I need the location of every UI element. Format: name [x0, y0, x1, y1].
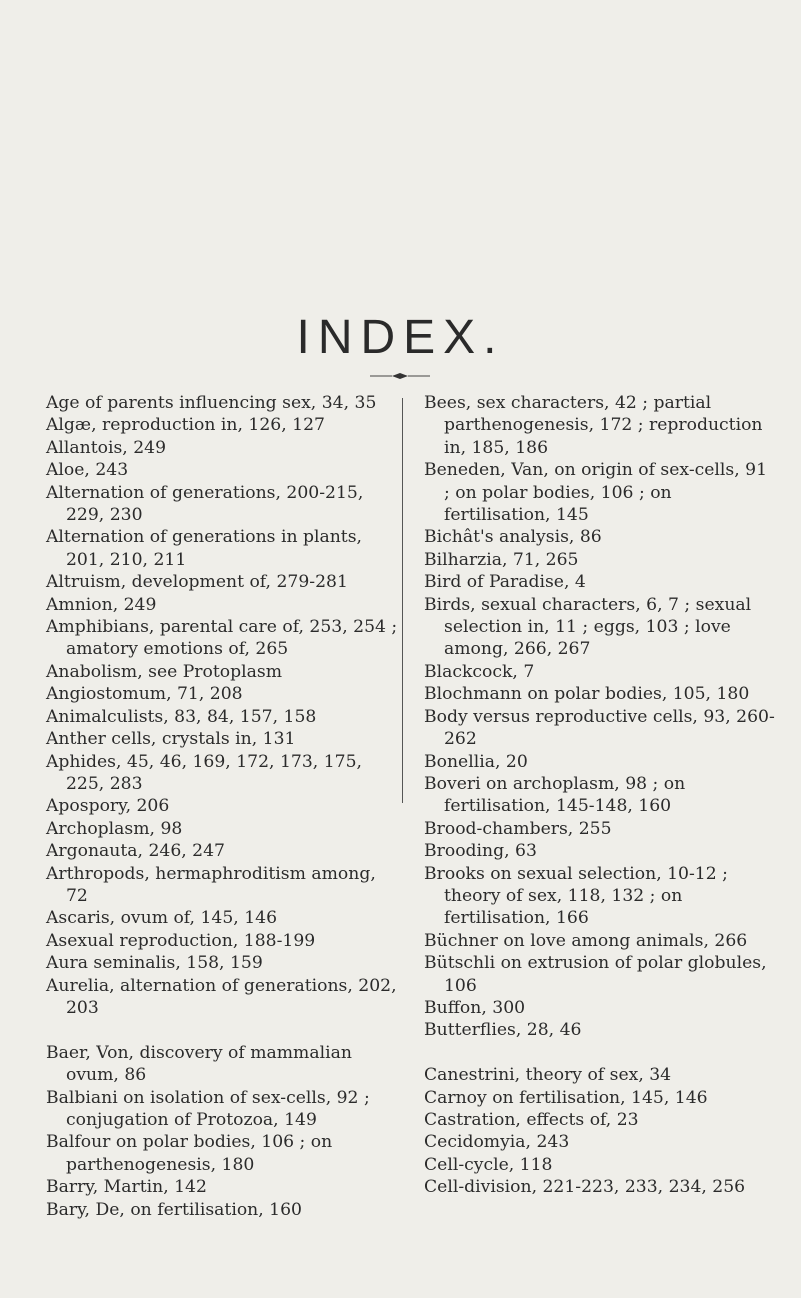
index-entry: Cell-division, 221-223, 233, 234, 256: [424, 1177, 746, 1198]
index-entry: Amphibians, parental care of, 253, 254 ; amatory emotions of, 265: [46, 617, 398, 660]
index-entry: Arthropods, hermaphroditism among, 72: [46, 863, 376, 906]
index-entry: Brooding, 63: [424, 841, 537, 862]
index-entry: Anther cells, crystals in, 131: [46, 729, 296, 750]
index-entry: Aphides, 45, 46, 169, 172, 173, 175, 225, 283: [46, 751, 362, 794]
index-entry: Barry, Martin, 142: [46, 1177, 207, 1198]
index-entry: Archoplasm, 98: [46, 818, 183, 839]
index-column-left: [46, 392, 398, 1221]
index-entry: Anabolism, see Protoplasm: [46, 661, 282, 682]
index-entry: Allantois, 249: [46, 437, 167, 458]
page-title: INDEX.: [296, 311, 505, 365]
index-entry: Bilharzia, 71, 265: [424, 549, 579, 570]
index-entry: Amnion, 249: [46, 594, 157, 615]
column-divider: [402, 398, 403, 803]
index-entry: Buffon, 300: [424, 997, 526, 1018]
index-entry: Castration, effects of, 23: [424, 1109, 639, 1130]
ornament-divider: [370, 372, 430, 380]
section-gap: [424, 1042, 776, 1064]
index-entry: Bichât's analysis, 86: [424, 527, 602, 548]
index-entry: Body versus reproductive cells, 93, 260-262: [424, 706, 775, 750]
index-entry: Bird of Paradise, 4: [424, 572, 586, 593]
index-entry: Baer, Von, discovery of mammalian ovum, 86: [46, 1042, 352, 1086]
index-entry: Apospory, 206: [46, 796, 170, 817]
index-entry: Age of parents influencing sex, 34, 35: [46, 393, 377, 413]
index-entry: Butterflies, 28, 46: [424, 1020, 582, 1041]
index-entry: Aurelia, alternation of generations, 202, 203: [46, 975, 397, 1018]
index-entry: Aloe, 243: [46, 460, 129, 481]
index-entry: Altruism, development of, 279-281: [46, 572, 348, 593]
section-gap: [46, 1019, 398, 1041]
index-entry: Birds, sexual characters, 6, 7 ; sexual selection in, 11 ; eggs, 103 ; love among, 266, 267: [424, 594, 752, 660]
index-entry: Algæ, reproduction in, 126, 127: [46, 415, 325, 436]
index-entry: Blochmann on polar bodies, 105, 180: [424, 684, 750, 705]
index-entry: Boveri on archoplasm, 98 ; on fertilisation, 145-148, 160: [424, 773, 686, 817]
index-entry: Alternation of generations, 200-215, 229, 230: [46, 482, 364, 526]
index-entry: Asexual reproduction, 188-199: [46, 930, 316, 951]
index-column-right: [424, 392, 776, 1199]
index-entry: Aura seminalis, 158, 159: [46, 953, 263, 974]
index-entry: Angiostomum, 71, 208: [46, 684, 243, 705]
index-entry: Brooks on sexual selection, 10-12 ; theory of sex, 118, 132 ; on fertilisation, 166: [424, 863, 728, 929]
index-entry: Büchner on love among animals, 266: [424, 930, 748, 951]
index-entry: Canestrini, theory of sex, 34: [424, 1065, 672, 1086]
index-entry: Animalculists, 83, 84, 157, 158: [46, 706, 317, 727]
index-entry: Bary, De, on fertilisation, 160: [46, 1199, 302, 1220]
index-entry: Brood-chambers, 255: [424, 818, 612, 839]
index-entry: Balbiani on isolation of sex-cells, 92 ; conjugation of Protozoa, 149: [46, 1087, 370, 1130]
index-entry: Cell-cycle, 118: [424, 1154, 553, 1175]
index-entry: Bees, sex characters, 42 ; partial parthenogenesis, 172 ; reproduction in, 185, 186: [424, 393, 763, 458]
index-entry: Alternation of generations in plants, 201, 210, 211: [46, 527, 362, 570]
index-entry: Balfour on polar bodies, 106 ; on parthenogenesis, 180: [46, 1132, 333, 1175]
index-entry: Bütschli on extrusion of polar globules, 106: [424, 953, 767, 996]
index-entry: Argonauta, 246, 247: [46, 841, 225, 862]
index-entry: Bonellia, 20: [424, 751, 528, 772]
index-entry: Blackcock, 7: [424, 661, 535, 682]
index-entry: Ascaris, ovum of, 145, 146: [46, 908, 278, 929]
index-entry: Beneden, Van, on origin of sex-cells, 91 ; on polar bodies, 106 ; on fertilisation, 145: [424, 460, 768, 526]
index-entry: Carnoy on fertilisation, 145, 146: [424, 1087, 708, 1108]
index-entry: Cecidomyia, 243: [424, 1132, 570, 1153]
